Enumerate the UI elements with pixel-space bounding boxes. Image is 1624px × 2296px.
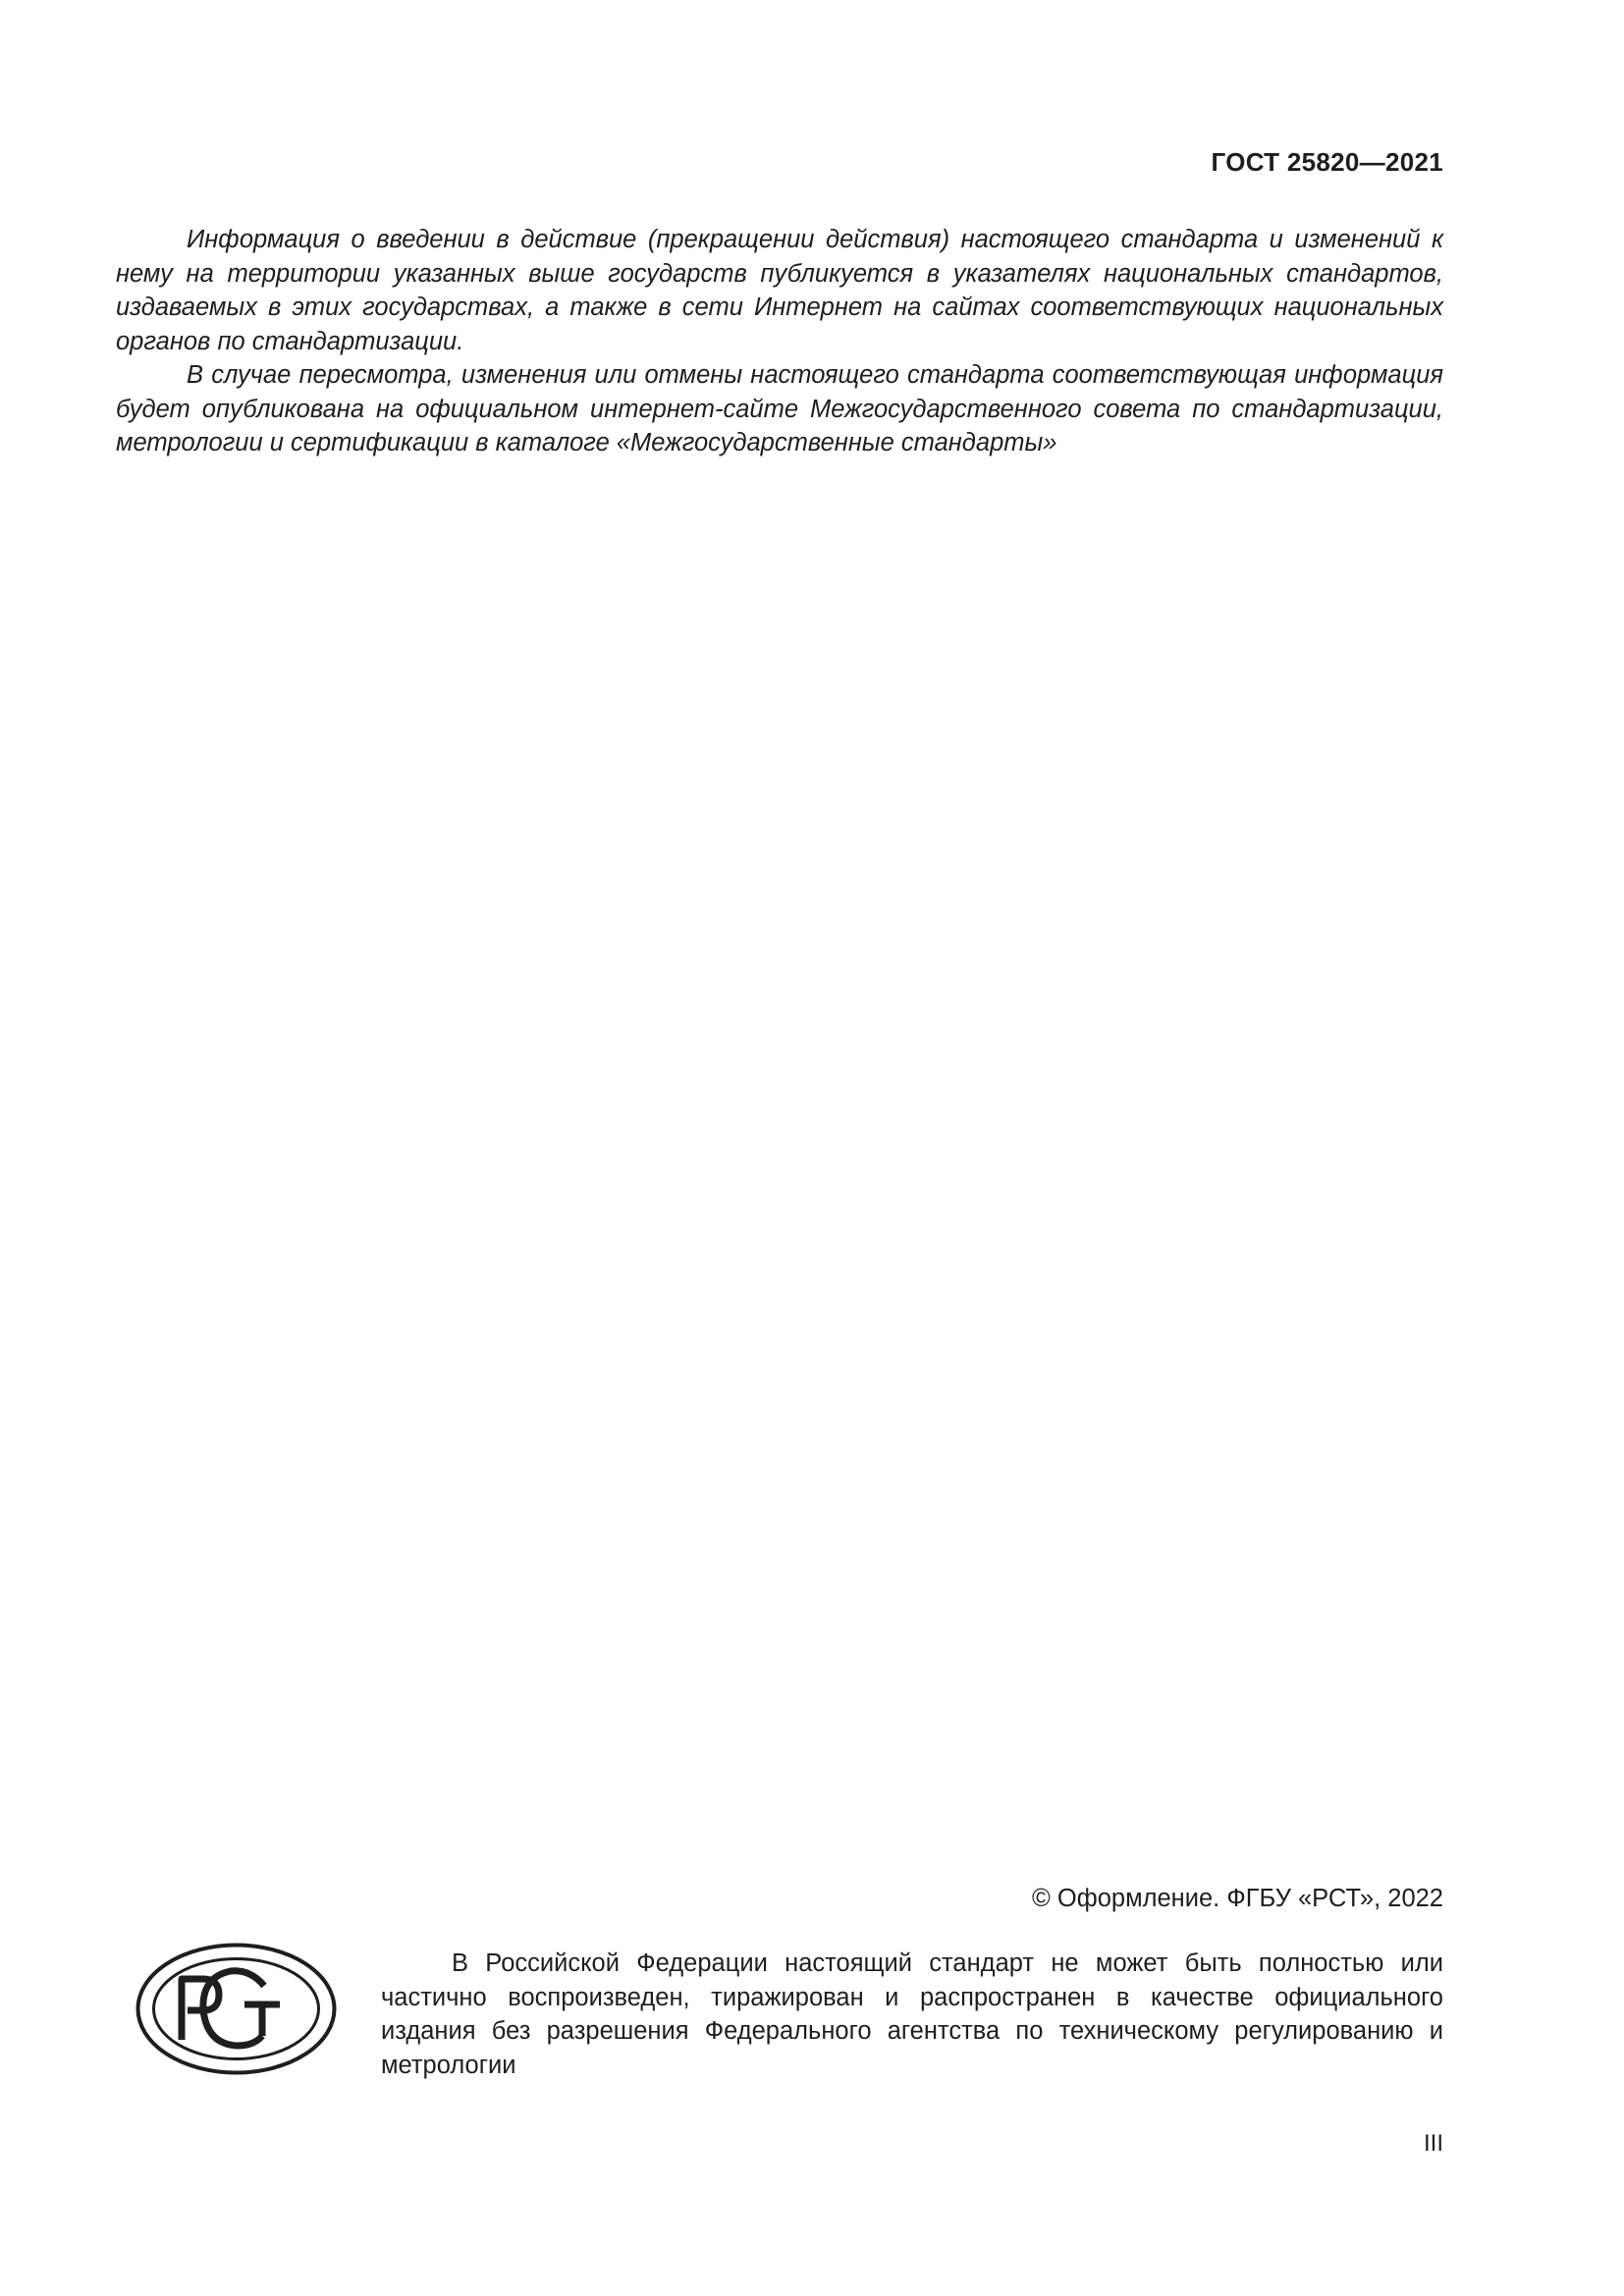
standard-code: ГОСТ 25820—2021 xyxy=(1211,147,1443,177)
copyright-line: © Оформление. ФГБУ «РСТ», 2022 xyxy=(1032,1885,1443,1912)
body-text xyxy=(116,223,1443,460)
reproduction-notice-text: В Российской Федерации настоящий стандарт не может быть полностью или частично воспроизведен, тиражирован и распространен в качестве официального издания без разрешения Федерального агентства по техническому регулированию и метрологии xyxy=(381,1949,1443,2079)
reproduction-notice xyxy=(381,1947,1443,2082)
paragraph-revision-info: В случае пересмотра, изменения или отмены настоящего стандарта соответствующая информация будет опубликована на официальном интернет-сайте Межгосударственного совета по стандартизации, метрологии и сертификации в каталоге «Межгосударственные стандарты» xyxy=(116,361,1443,456)
rst-mark-icon xyxy=(135,1942,338,2076)
paragraph-implementation-info: Информация о введении в действие (прекращении действия) настоящего стандарта и изменений к нему на территории указанных выше государств публикуется в указателях национальных стандартов, издаваемых в этих государствах, а также в сети Интернет на сайтах соответствующих национальных органов по стандартизации. xyxy=(116,226,1443,355)
page-number: III xyxy=(1423,2130,1443,2157)
